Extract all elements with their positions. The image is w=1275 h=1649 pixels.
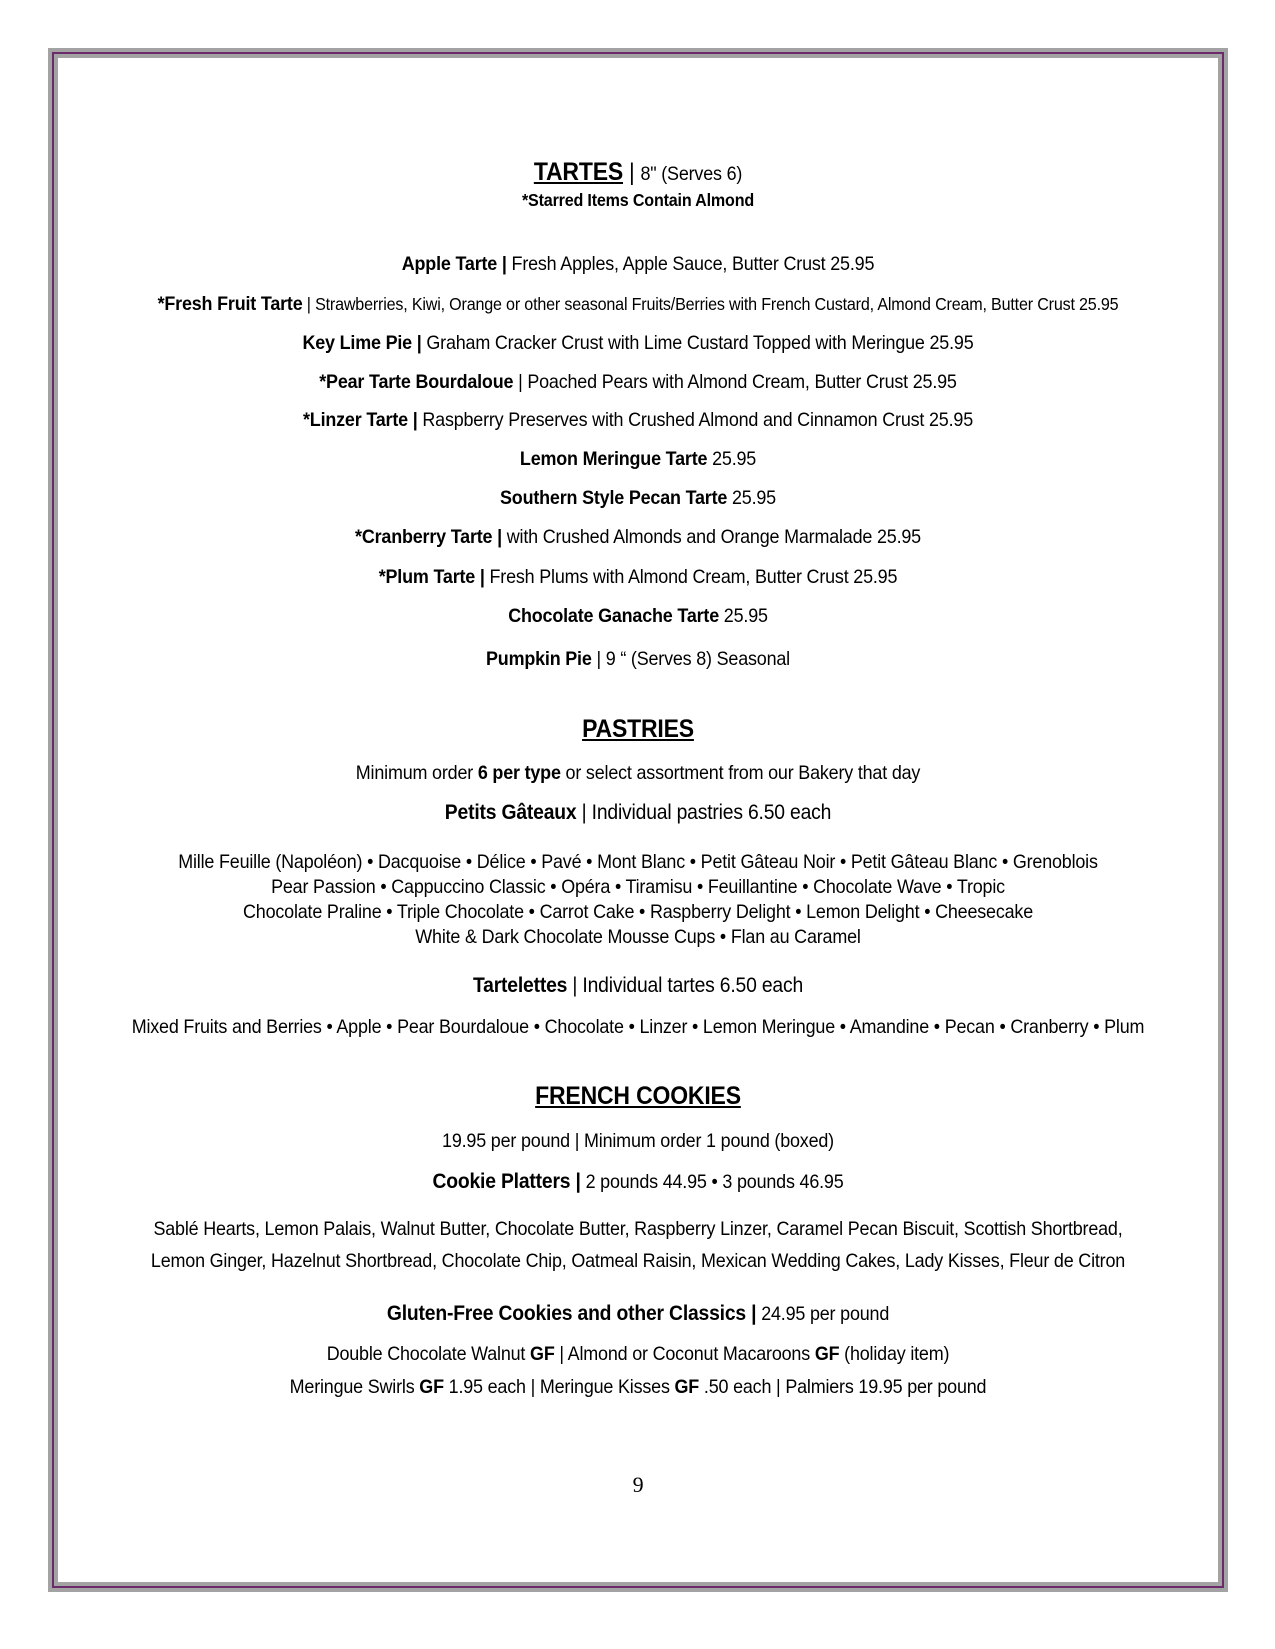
gf-cookies-header [106, 1302, 1170, 1326]
tarte-item [106, 370, 1170, 394]
tarte-item [106, 604, 1170, 628]
tarte-name: *Linzer Tarte | [302, 409, 418, 431]
petits-gateaux-name: Petits Gâteaux [444, 801, 577, 824]
cookie-platters-desc: 2 pounds 44.95 • 3 pounds 46.95 [580, 1171, 844, 1193]
tarte-desc: | 9 “ (Serves 8) Seasonal [591, 648, 790, 670]
tarte-name: Southern Style Pecan Tarte [500, 487, 728, 509]
tarte-item [106, 331, 1170, 355]
tarte-desc: 25.95 [727, 487, 776, 509]
tartes-heading-sep: | [623, 159, 641, 186]
tarte-item [106, 647, 1170, 671]
tarte-desc: | Poached Pears with Almond Cream, Butter Crust 25.95 [513, 371, 957, 393]
page-number: 9 [632, 1472, 644, 1497]
tarte-item [106, 565, 1170, 589]
gf-text: 1.95 each | Meringue Kisses [443, 1376, 675, 1398]
tarte-desc: Graham Cracker Crust with Lime Custard Topped with Meringue 25.95 [421, 332, 974, 354]
petits-list-line: Pear Passion • Cappuccino Classic • Opéra • Tiramisu • Feuillantine • Chocolate Wave • Tropic [271, 876, 1005, 898]
tarte-desc: 25.95 [719, 605, 768, 627]
tarte-item [106, 408, 1170, 432]
tarte-item [106, 252, 1170, 276]
gf-line [106, 1342, 1170, 1366]
tarte-item [106, 486, 1170, 510]
tarte-item [106, 292, 1170, 316]
gf-text: .50 each | Palmiers 19.95 per pound [699, 1376, 987, 1398]
gf-text: (holiday item) [839, 1343, 950, 1365]
tarte-name: *Pear Tarte Bourdaloue [319, 371, 514, 393]
tarte-desc: Fresh Plums with Almond Cream, Butter Crust 25.95 [484, 566, 898, 588]
gf-badge: GF [419, 1376, 444, 1398]
tarte-name: Chocolate Ganache Tarte [508, 605, 720, 627]
petits-list-line: Mille Feuille (Napoléon) • Dacquoise • Délice • Pavé • Mont Blanc • Petit Gâteau Noir • Petit Gâteau Blanc • Grenoblois [178, 851, 1098, 873]
tartes-note: *Starred Items Contain Almond [521, 190, 755, 210]
tarte-name: *Cranberry Tarte | [355, 526, 502, 548]
pastries-heading: PASTRIES [582, 715, 694, 743]
gf-badge: GF [814, 1343, 840, 1365]
tarte-desc: Raspberry Preserves with Crushed Almond and Cinnamon Crust 25.95 [417, 409, 973, 431]
tarte-name: *Fresh Fruit Tarte [157, 293, 303, 315]
gf-text: Meringue Swirls [289, 1376, 420, 1398]
tartelettes-name: Tartelettes [472, 974, 568, 997]
min-order-bold: 6 per type [477, 762, 561, 784]
cookies-price-line: 19.95 per pound | Minimum order 1 pound (boxed) [442, 1130, 834, 1152]
gf-cookies-name: Gluten-Free Cookies and other Classics | [386, 1302, 757, 1325]
gf-text: | Almond or Coconut Macaroons [554, 1343, 815, 1365]
tarte-name: Lemon Meringue Tarte [519, 448, 708, 470]
gf-badge: GF [530, 1343, 555, 1365]
petits-list-line: Chocolate Praline • Triple Chocolate • Carrot Cake • Raspberry Delight • Lemon Delight • Cheesecake [243, 901, 1033, 923]
petits-gateaux-header [106, 801, 1170, 825]
tartes-header [106, 160, 1170, 186]
petits-gateaux-desc: | Individual pastries 6.50 each [576, 801, 832, 824]
cookies-list-line: Lemon Ginger, Hazelnut Shortbread, Chocolate Chip, Oatmeal Raisin, Mexican Wedding Cakes, Lady Kisses, Fleur de Citron [150, 1250, 1126, 1272]
cookie-platters-name: Cookie Platters | [432, 1170, 581, 1193]
tarte-name: Apple Tarte | [401, 253, 507, 275]
tarte-desc: Fresh Apples, Apple Sauce, Butter Crust 25.95 [506, 253, 875, 275]
tartes-heading: TARTES [533, 158, 624, 186]
gf-text: Double Chocolate Walnut [326, 1343, 531, 1365]
cookies-list-line: Sablé Hearts, Lemon Palais, Walnut Butter, Chocolate Butter, Raspberry Linzer, Caramel Pecan Biscuit, Scottish Shortbread, [153, 1218, 1123, 1240]
min-order-text: Minimum order [355, 762, 478, 784]
cookies-heading: FRENCH COOKIES [535, 1082, 741, 1110]
tarte-name: *Plum Tarte | [378, 566, 485, 588]
gf-cookies-desc: 24.95 per pound [756, 1303, 890, 1325]
min-order-text: or select assortment from our Bakery that day [560, 762, 921, 784]
tartes-size: 8" (Serves 6) [640, 163, 743, 185]
tarte-name: Pumpkin Pie [486, 648, 592, 670]
tarte-desc: 25.95 [707, 448, 757, 470]
pastries-min-order [106, 761, 1170, 785]
gf-line [106, 1375, 1170, 1399]
tarte-desc: with Crushed Almonds and Orange Marmalade 25.95 [501, 526, 921, 548]
tarte-name: Key Lime Pie | [302, 332, 422, 354]
tarte-item [106, 447, 1170, 471]
tarte-desc: | Strawberries, Kiwi, Orange or other seasonal Fruits/Berries with French Custard, Almond Cream, Butter Crust 25.95 [302, 294, 1119, 314]
tarte-item [106, 525, 1170, 549]
tartelettes-header [106, 974, 1170, 998]
tartelettes-desc: | Individual tartes 6.50 each [567, 974, 804, 997]
cookie-platters [106, 1170, 1170, 1194]
tartelettes-list: Mixed Fruits and Berries • Apple • Pear Bourdaloue • Chocolate • Linzer • Lemon Meringue • Amandine • Pecan • Cranberry • Plum [131, 1016, 1145, 1038]
petits-list-line: White & Dark Chocolate Mousse Cups • Flan au Caramel [415, 926, 861, 948]
gf-badge: GF [674, 1376, 700, 1398]
